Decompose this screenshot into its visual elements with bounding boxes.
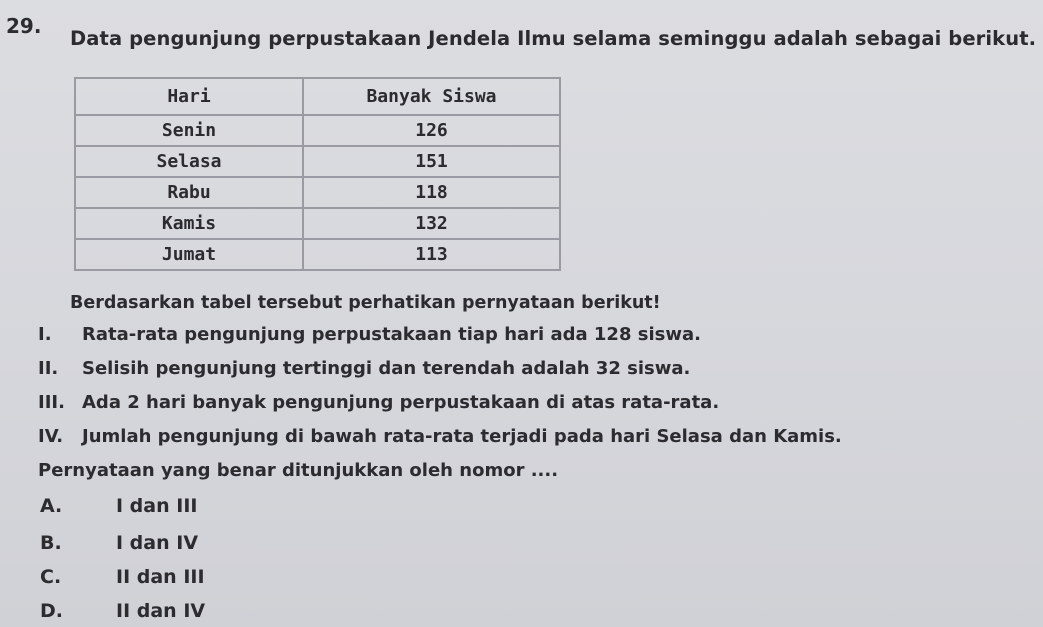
table-row (75, 115, 560, 146)
option-a[interactable] (40, 495, 197, 517)
statement-item (38, 392, 719, 413)
statement-text: Selisih pengunjung tertinggi dan terendah adalah 32 siswa. (82, 358, 691, 379)
table-header-row (75, 78, 560, 115)
option-text: I dan III (116, 495, 198, 517)
statement-number: IV. (38, 426, 64, 447)
table-row (75, 146, 560, 177)
header-day: Hari (75, 78, 303, 115)
statement-text: Rata-rata pengunjung perpustakaan tiap hari ada 128 siswa. (82, 324, 701, 345)
count-cell: 132 (303, 208, 560, 239)
visitor-table (74, 77, 561, 271)
statement-number: III. (38, 392, 65, 413)
option-letter: C. (40, 566, 62, 588)
day-cell: Jumat (75, 239, 303, 270)
instruction-text: Berdasarkan tabel tersebut perhatikan pernyataan berikut! (70, 293, 661, 313)
option-letter: D. (40, 600, 63, 622)
count-cell: 151 (303, 146, 560, 177)
question-prompt: Pernyataan yang benar ditunjukkan oleh nomor .... (38, 460, 559, 481)
option-letter: B. (40, 532, 62, 554)
statement-text: Jumlah pengunjung di bawah rata-rata terjadi pada hari Selasa dan Kamis. (82, 426, 842, 447)
header-count: Banyak Siswa (303, 78, 560, 115)
question-text: Data pengunjung perpustakaan Jendela Ilmu selama seminggu adalah sebagai berikut. (70, 27, 1037, 50)
statement-item (38, 358, 690, 379)
statement-text: Ada 2 hari banyak pengunjung perpustakaan di atas rata-rata. (82, 392, 720, 413)
day-cell: Selasa (75, 146, 303, 177)
statement-number: I. (38, 324, 52, 345)
count-cell: 118 (303, 177, 560, 208)
count-cell: 126 (303, 115, 560, 146)
option-d[interactable] (40, 600, 205, 622)
statement-item (38, 324, 701, 345)
table-row (75, 208, 560, 239)
option-c[interactable] (40, 566, 205, 588)
statement-number: II. (38, 358, 59, 379)
question-number: 29. (6, 14, 42, 38)
option-letter: A. (40, 495, 63, 517)
day-cell: Rabu (75, 177, 303, 208)
table-row (75, 177, 560, 208)
option-text: II dan III (116, 566, 205, 588)
option-text: II dan IV (116, 600, 206, 622)
statement-item (38, 426, 842, 447)
day-cell: Kamis (75, 208, 303, 239)
option-b[interactable] (40, 532, 198, 554)
table-row (75, 239, 560, 270)
option-text: I dan IV (116, 532, 199, 554)
count-cell: 113 (303, 239, 560, 270)
day-cell: Senin (75, 115, 303, 146)
